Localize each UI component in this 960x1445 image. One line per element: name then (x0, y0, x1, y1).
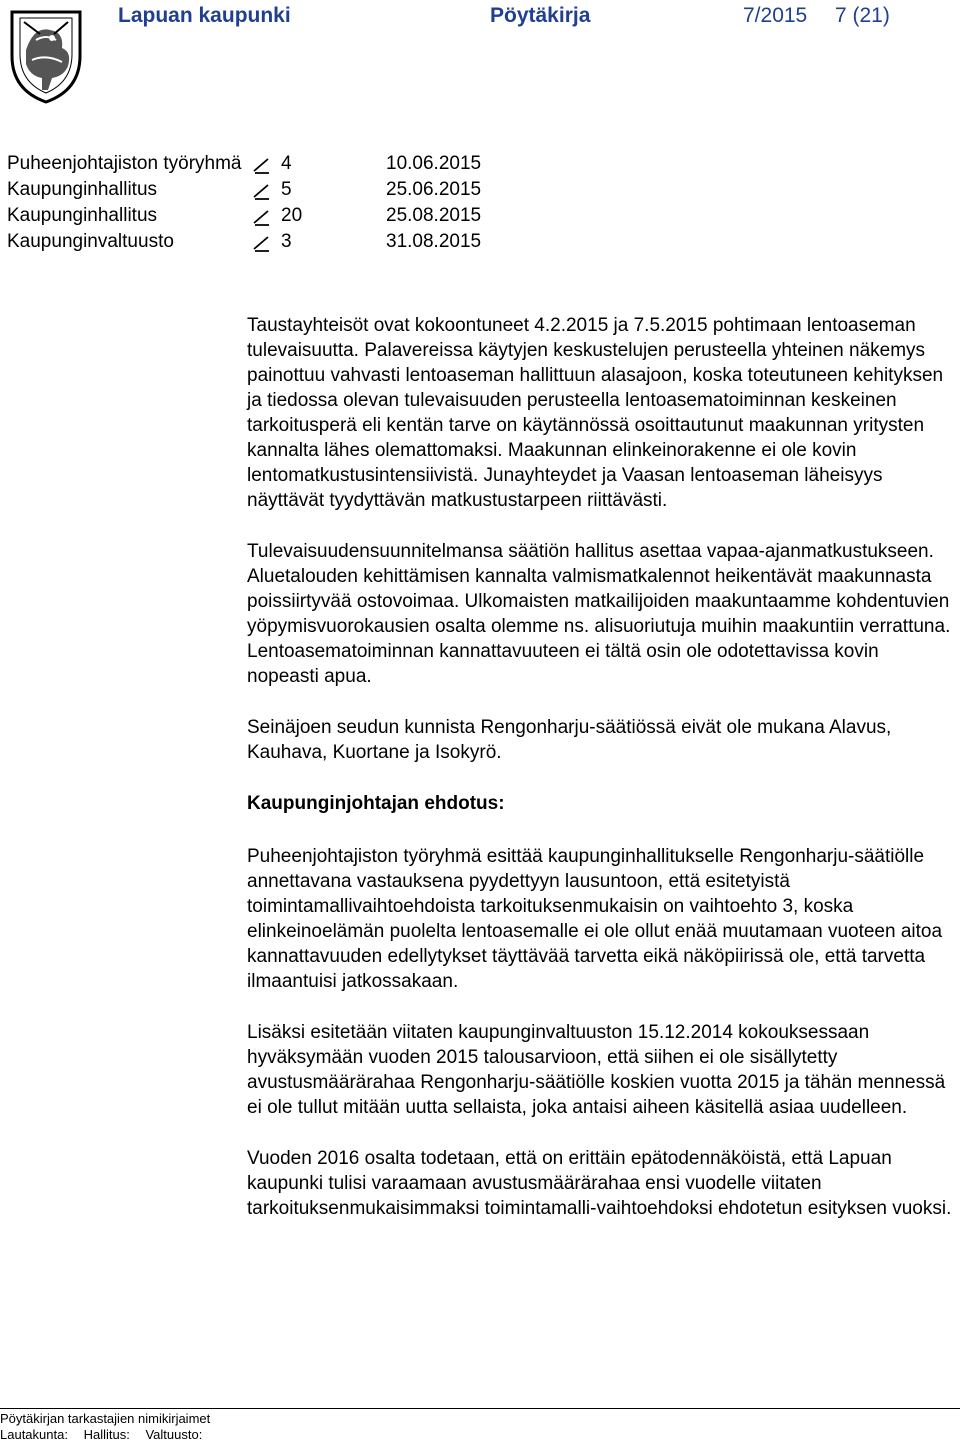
background-paragraph: Taustayhteisöt ovat kokoontuneet 4.2.2015 ja 7.5.2015 pohtimaan lentoaseman tulevaisuutta. Palavereissa käytyjen keskustelujen perusteella yhteinen näkemys painottuu vahvasti lentoaseman hallittuun alasajoon, koska toteutuneen kehityksen ja tiedossa olevan tulevaisuuden perusteella lentoasematoiminnan keskeinen tarkoitusperä eli kentän tarve on käytännössä osoittautunut maakunnan yritysten kannalta lähes olemattomaksi. Maakunnan elinkeinorakenne ei ole kovin lentomatkustusintensiivistä. Junayhteydet ja Vaasan lentoaseman läheisyys näyttävät tyydyttävän matkustustarpeen riittävästi. (247, 315, 944, 511)
body-row (7, 203, 707, 229)
footer-label-government: Hallitus: (83, 1427, 130, 1442)
page-header (0, 0, 960, 110)
future-plans-paragraph: Tulevaisuudensuunnitelmansa säätiön hallitus asettaa vapaa-ajanmatkustukseen. Aluetalouden kehittämisen kannalta valmismatkalennot heikentävät maakunnasta poissiirtyvää ostovoimaa. Ulkomaisten matkailijoiden maakuntaamme kohdentuvien yöpymisvuorokausien osalta olemme ns. alisuoriutuja muihin maakuntiin verrattuna. Lentoasematoiminnan kannattavuuteen ei tältä osin ole odotettavissa kovin nopeasti apua. (247, 541, 951, 687)
body-row (7, 151, 707, 177)
body-name: Puheenjohtajiston työryhmä (7, 153, 242, 174)
proposal-paragraph: Puheenjohtajiston työryhmä esittää kaupunginhallitukselle Rengonharju-säätiölle annettavana vastauksena pyydettyyn lausuntoon, että esitetyistä toimintamallivaihtoehdoista tarkoituksenmukaisin on vaihtoehto 3, koska elinkeinoelämän puolelta lentoasemalle ei ole ollut enää muutamaan vuoteen aitoa kannattavuuden edellytykset täyttävää tarvetta eikä näköpiirissä ole, että tarvetta ilmaantuisi jatkossakaan. (247, 846, 943, 992)
body-name: Kaupunginhallitus (7, 179, 158, 200)
document-number: 7/2015 (743, 4, 808, 27)
city-name: Lapuan kaupunki (118, 4, 291, 27)
section-sign-icon (251, 233, 271, 253)
meeting-date: 10.06.2015 (386, 153, 482, 174)
footer-label-council: Valtuusto: (145, 1427, 203, 1442)
document-type: Pöytäkirja (490, 4, 591, 27)
section-sign-icon (251, 155, 271, 175)
footer-initials-row (0, 1427, 960, 1442)
section-sign-icon (251, 207, 271, 227)
budget-paragraph: Lisäksi esitetään viitaten kaupunginvaltuuston 15.12.2014 kokouksessaan hyväksymään vuoden 2015 talousarvioon, että siihen ei ole sisällytetty avustusmäärärahaa Rengonharju-säätiölle koskien vuotta 2015 ja tähän mennessä ei ole tullut mitään uutta sellaista, joka antaisi aiheen käsitellä asiaa uudelleen. (247, 1022, 946, 1118)
section-sign-icon (251, 181, 271, 201)
minutes-body (247, 313, 953, 1247)
body-row (7, 177, 707, 203)
conclusion-paragraph: Vuoden 2016 osalta todetaan, että on erittäin epätodennäköistä, että Lapuan kaupunki tulisi varaamaan avustusmäärärahaa ensi vuodelle viitaten tarkoituksenmukaisimmaksi toimintamalli-vaihtoehdoksi ehdotetun esityksen vuoksi. (247, 1148, 952, 1219)
proposal-heading: Kaupunginjohtajan ehdotus: (247, 793, 505, 814)
body-row (7, 229, 707, 255)
meeting-date: 25.06.2015 (386, 179, 482, 200)
meeting-date: 25.08.2015 (386, 205, 482, 226)
section-number: 3 (281, 231, 292, 252)
coat-of-arms-icon (6, 4, 86, 104)
section-number: 4 (281, 153, 292, 174)
meeting-date: 31.08.2015 (386, 231, 482, 252)
municipalities-paragraph: Seinäjoen seudun kunnista Rengonharju-säätiössä eivät ole mukana Alavus, Kauhava, Kuortane ja Isokyrö. (247, 717, 892, 763)
footer-divider (0, 1408, 960, 1409)
footer-caption: Pöytäkirjan tarkastajien nimikirjaimet (0, 1411, 211, 1426)
decision-bodies-list (7, 151, 707, 255)
page-number: 7 (21) (835, 4, 890, 27)
body-name: Kaupunginhallitus (7, 205, 158, 226)
body-name: Kaupunginvaltuusto (7, 231, 174, 252)
footer-label-board: Lautakunta: (0, 1427, 68, 1442)
section-number: 20 (281, 205, 303, 226)
page-footer (0, 1408, 960, 1442)
section-number: 5 (281, 179, 292, 200)
